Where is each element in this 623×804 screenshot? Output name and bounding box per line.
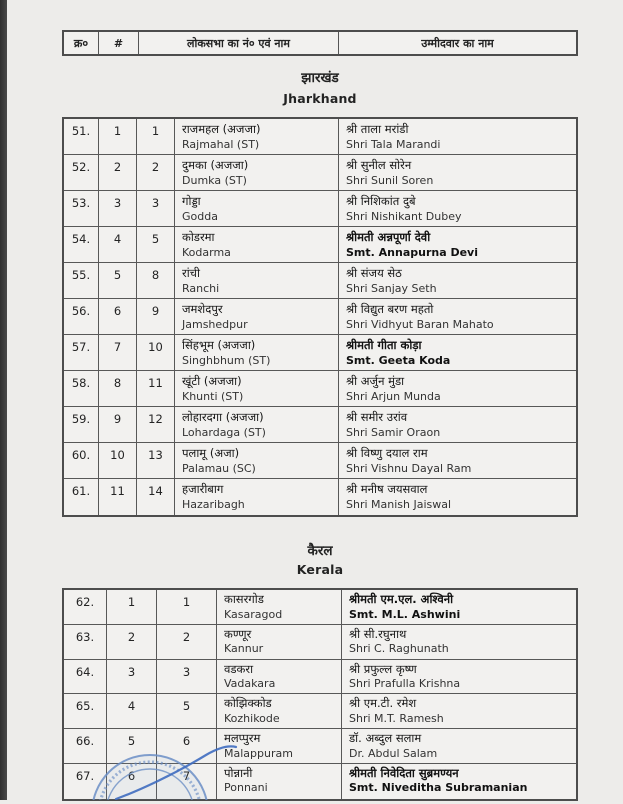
table-row [64, 119, 576, 155]
constituency-name-hindi: गोड्डा [182, 194, 201, 208]
constituency-name-english: Dumka (ST) [182, 174, 247, 187]
candidate-name-hindi: श्री विष्णु दयाल राम [346, 446, 428, 460]
serial-cell: 58. [64, 371, 99, 406]
serial-cell: 53. [64, 191, 99, 226]
table-row [64, 371, 576, 407]
constituency-cell [217, 694, 342, 728]
constituency-name-hindi: लोहारदगा (अजजा) [182, 410, 264, 424]
kerala-table [62, 588, 578, 801]
state-seq-cell: 6 [99, 299, 137, 334]
candidate-name-hindi: डॉ. अब्दुल सलाम [349, 731, 422, 746]
candidate-name-english: Shri Prafulla Krishna [349, 677, 461, 691]
candidate-name-english: Shri Arjun Munda [346, 390, 441, 403]
state-seq-cell: 4 [99, 227, 137, 262]
constituency-name-hindi: रांची [182, 266, 200, 280]
candidate-cell [342, 660, 576, 694]
jharkhand-table [62, 117, 578, 517]
section-title-kerala-en: Kerala [296, 562, 344, 577]
constituency-name-english: Vadakara [224, 677, 276, 691]
candidate-name-hindi: श्रीमती अन्नपूर्णा देवी [346, 230, 431, 244]
pc-number-cell: 12 [137, 407, 175, 442]
candidate-name-english: Smt. M.L. Ashwini [349, 607, 461, 621]
constituency-cell [175, 443, 339, 478]
candidate-name-hindi: श्री ताला मरांडी [346, 122, 409, 136]
constituency-cell [175, 119, 339, 154]
table-row [64, 590, 576, 625]
serial-cell: 63. [64, 625, 107, 659]
constituency-name-english: Palamau (SC) [182, 462, 256, 475]
serial-cell: 52. [64, 155, 99, 190]
state-seq-cell: 3 [107, 660, 157, 694]
table-row [64, 155, 576, 191]
table-row [64, 694, 576, 729]
constituency-cell [217, 764, 342, 799]
state-seq-cell: 10 [99, 443, 137, 478]
pc-number-cell: 6 [157, 729, 217, 763]
scan-edge-strip [0, 0, 7, 800]
candidate-cell [339, 443, 576, 478]
state-seq-cell: 1 [99, 119, 137, 154]
section-title-jharkhand-hi: झारखंड [301, 70, 339, 86]
pc-number-cell: 11 [137, 371, 175, 406]
candidate-cell [342, 625, 576, 659]
pc-number-cell: 1 [157, 590, 217, 624]
section-title-kerala-hi: कैरल [307, 543, 333, 559]
constituency-name-english: Kasaragod [224, 607, 283, 621]
candidate-name-english: Dr. Abdul Salam [349, 746, 438, 760]
constituency-name-hindi: कण्णूर [224, 626, 252, 641]
candidate-cell [339, 227, 576, 262]
pc-number-cell: 9 [137, 299, 175, 334]
table-row [64, 191, 576, 227]
pc-number-cell: 10 [137, 335, 175, 370]
constituency-name-english: Lohardaga (ST) [182, 426, 266, 439]
constituency-cell [175, 479, 339, 515]
constituency-name-english: Rajmahal (ST) [182, 138, 260, 151]
candidate-cell [339, 479, 576, 515]
constituency-name-hindi: जमशेदपुर [182, 302, 223, 316]
serial-cell: 57. [64, 335, 99, 370]
constituency-name-hindi: कोडरमा [182, 230, 215, 244]
state-seq-cell: 7 [99, 335, 137, 370]
table-row [64, 299, 576, 335]
constituency-name-english: Kannur [224, 642, 264, 656]
constituency-name-english: Ponnani [224, 781, 268, 795]
candidate-name-hindi: श्री समीर उरांव [346, 410, 408, 424]
header-constituency: लोकसभा का नं० एवं नाम [139, 32, 339, 54]
candidate-name-english: Smt. Geeta Koda [346, 354, 451, 367]
pc-number-cell: 14 [137, 479, 175, 515]
candidate-name-english: Shri Samir Oraon [346, 426, 441, 439]
pc-number-cell: 2 [137, 155, 175, 190]
serial-cell: 54. [64, 227, 99, 262]
pc-number-cell: 3 [137, 191, 175, 226]
candidate-name-hindi: श्री मनीष जयसवाल [346, 482, 428, 496]
pc-number-cell: 7 [157, 764, 217, 799]
constituency-name-english: Malappuram [224, 746, 293, 760]
serial-cell: 59. [64, 407, 99, 442]
header-serial: क्र० [64, 32, 99, 54]
constituency-cell [217, 590, 342, 624]
state-seq-cell: 11 [99, 479, 137, 515]
state-seq-cell: 5 [99, 263, 137, 298]
constituency-cell [175, 155, 339, 190]
candidate-name-hindi: श्री निशिकांत दुबे [346, 194, 416, 208]
constituency-cell [175, 335, 339, 370]
candidate-name-english: Smt. Niveditha Subramanian [349, 781, 528, 795]
candidate-name-hindi: श्री सुनील सोरेन [346, 158, 412, 172]
serial-cell: 67. [64, 764, 107, 799]
table-row [64, 625, 576, 660]
table-row [64, 335, 576, 371]
state-seq-cell: 1 [107, 590, 157, 624]
state-seq-cell: 4 [107, 694, 157, 728]
pc-number-cell: 8 [137, 263, 175, 298]
pc-number-cell: 5 [157, 694, 217, 728]
state-seq-cell: 8 [99, 371, 137, 406]
constituency-name-hindi: वडकरा [224, 661, 254, 676]
candidate-cell [339, 155, 576, 190]
candidate-name-english: Shri Sanjay Seth [346, 282, 437, 295]
state-seq-cell: 3 [99, 191, 137, 226]
candidate-cell [339, 191, 576, 226]
constituency-name-hindi: खूंटी (अजजा) [182, 374, 242, 388]
state-seq-cell: 2 [99, 155, 137, 190]
candidate-cell [342, 590, 576, 624]
serial-cell: 62. [64, 590, 107, 624]
candidate-name-english: Shri Nishikant Dubey [346, 210, 462, 223]
constituency-cell [175, 371, 339, 406]
candidate-cell [339, 299, 576, 334]
constituency-cell [175, 263, 339, 298]
constituency-name-english: Ranchi [182, 282, 220, 295]
table-row [64, 729, 576, 764]
serial-cell: 60. [64, 443, 99, 478]
candidate-name-hindi: श्री अर्जुन मुंडा [346, 374, 405, 388]
table-row [64, 263, 576, 299]
candidate-cell [339, 119, 576, 154]
constituency-cell [175, 299, 339, 334]
constituency-name-english: Godda [182, 210, 218, 223]
serial-cell: 61. [64, 479, 99, 515]
candidate-cell [342, 764, 576, 799]
serial-cell: 56. [64, 299, 99, 334]
candidate-name-english: Shri Tala Marandi [346, 138, 441, 151]
constituency-name-english: Kodarma [182, 246, 231, 259]
table-row [64, 443, 576, 479]
constituency-name-hindi: कासरगोड [224, 592, 264, 606]
constituency-name-hindi: दुमका (अजजा) [182, 158, 249, 172]
pc-number-cell: 3 [157, 660, 217, 694]
constituency-name-english: Jamshedpur [182, 318, 248, 331]
candidate-cell [339, 371, 576, 406]
constituency-cell [175, 227, 339, 262]
candidate-name-hindi: श्री प्रफुल्ल कृष्ण [349, 661, 417, 676]
constituency-name-hindi: कोझिक्कोड [224, 696, 272, 711]
constituency-cell [175, 191, 339, 226]
constituency-name-hindi: मलप्पुरम [224, 731, 261, 746]
constituency-cell [217, 729, 342, 763]
serial-cell: 66. [64, 729, 107, 763]
candidate-cell [339, 263, 576, 298]
table-row [64, 227, 576, 263]
candidate-cell [342, 729, 576, 763]
candidate-name-english: Shri C. Raghunath [349, 642, 449, 656]
header-candidate: उम्मीदवार का नाम [421, 36, 494, 50]
candidate-name-english: Shri Manish Jaiswal [346, 498, 452, 511]
constituency-name-english: Khunti (ST) [182, 390, 244, 403]
serial-cell: 64. [64, 660, 107, 694]
constituency-name-hindi: पोन्नानी [224, 765, 253, 780]
candidate-name-english: Shri Vishnu Dayal Ram [346, 462, 472, 475]
section-title-jharkhand-en: Jharkhand [283, 91, 357, 106]
constituency-name-hindi: पलामू (अजा) [182, 446, 240, 460]
candidate-name-english: Shri M.T. Ramesh [349, 711, 444, 725]
constituency-name-english: Singhbhum (ST) [182, 354, 271, 367]
pc-number-cell: 1 [137, 119, 175, 154]
candidate-name-hindi: श्रीमती निवेदिता सुब्रमण्यन [349, 765, 459, 780]
candidate-name-hindi: श्रीमती एम.एल. अश्विनी [349, 592, 454, 606]
pc-number-cell: 5 [137, 227, 175, 262]
candidate-name-hindi: श्री संजय सेठ [346, 266, 402, 280]
table-row [64, 479, 576, 515]
serial-cell: 51. [64, 119, 99, 154]
column-header-table [62, 30, 578, 56]
candidate-cell [339, 335, 576, 370]
constituency-name-hindi: राजमहल (अजजा) [182, 122, 261, 136]
candidate-name-hindi: श्री एम.टी. रमेश [349, 696, 417, 711]
serial-cell: 55. [64, 263, 99, 298]
constituency-name-hindi: सिंहभूम (अजजा) [182, 338, 256, 352]
candidate-cell [342, 694, 576, 728]
pc-number-cell: 2 [157, 625, 217, 659]
state-seq-cell: 2 [107, 625, 157, 659]
candidate-name-hindi: श्रीमती गीता कोड़ा [346, 338, 422, 352]
table-row [64, 407, 576, 443]
constituency-cell [217, 625, 342, 659]
table-row [64, 764, 576, 799]
constituency-cell [217, 660, 342, 694]
state-seq-cell: 9 [99, 407, 137, 442]
candidate-cell [339, 407, 576, 442]
serial-cell: 65. [64, 694, 107, 728]
state-seq-cell: 6 [107, 764, 157, 799]
candidate-name-hindi: श्री सी.रघुनाथ [349, 626, 407, 641]
constituency-name-english: Hazaribagh [182, 498, 245, 511]
constituency-name-hindi: हजारीबाग [182, 482, 224, 496]
pc-number-cell: 13 [137, 443, 175, 478]
candidate-name-english: Shri Sunil Soren [346, 174, 434, 187]
table-row [64, 660, 576, 695]
header-hash: # [99, 32, 139, 54]
candidate-name-hindi: श्री विद्युत बरण महतो [346, 302, 434, 316]
constituency-name-english: Kozhikode [224, 711, 280, 725]
candidate-name-english: Shri Vidhyut Baran Mahato [346, 318, 494, 331]
candidate-name-english: Smt. Annapurna Devi [346, 246, 478, 259]
state-seq-cell: 5 [107, 729, 157, 763]
constituency-cell [175, 407, 339, 442]
